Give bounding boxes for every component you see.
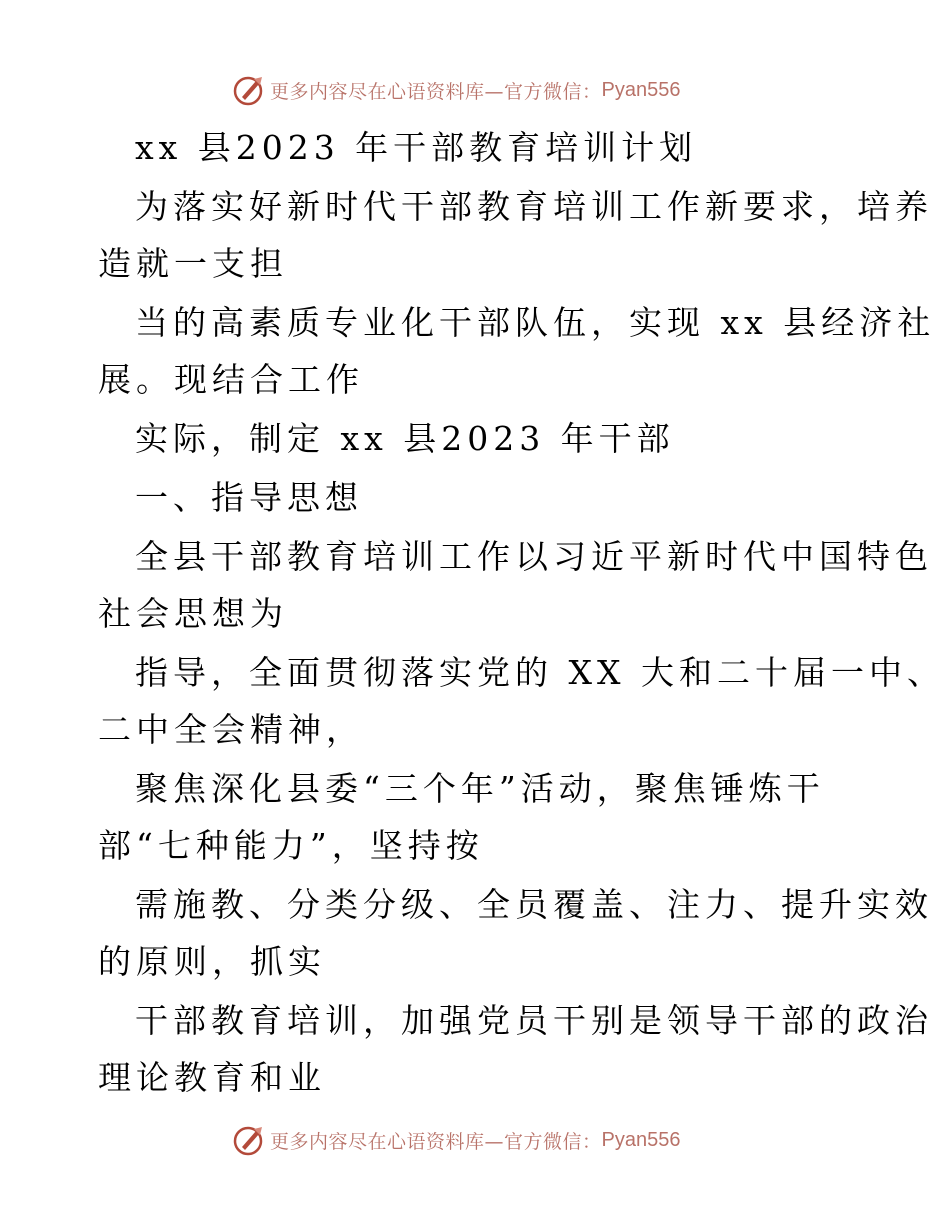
paragraph-line: 指导，全面贯彻落实党的 XX 大和二十届一中、 xyxy=(135,653,945,692)
paragraph-line: 的原则，抓实 xyxy=(98,942,326,981)
quill-logo-icon xyxy=(232,73,266,107)
paragraph-line: 实际，制定 xx 县2023 年干部 xyxy=(135,419,675,458)
paragraph-line: 展。现结合工作 xyxy=(98,360,364,399)
watermark-wechat-id: Pyan556 xyxy=(601,78,681,101)
paragraph-line: 聚焦深化县委“三个年”活动，聚焦锤炼干 xyxy=(135,769,825,808)
paragraph-line: 全县干部教育培训工作以习近平新时代中国特色 xyxy=(135,537,933,576)
quill-logo-icon xyxy=(232,1123,266,1157)
paragraph-line: 干部教育培训，加强党员干别是领导干部的政治 xyxy=(135,1001,933,1040)
watermark-text: 更多内容尽在心语资料库—官方微信： xyxy=(270,80,602,103)
header-watermark xyxy=(232,72,680,108)
paragraph-line: 需施教、分类分级、全员覆盖、注力、提升实效 xyxy=(135,885,933,924)
section-heading: 一、指导思想 xyxy=(135,478,363,517)
paragraph-line: 理论教育和业 xyxy=(98,1058,326,1097)
watermark-text: 更多内容尽在心语资料库—官方微信： xyxy=(270,1130,602,1153)
document-title: xx 县2023 年干部教育培训计划 xyxy=(135,128,698,167)
paragraph-line: 部“七种能力”，坚持按 xyxy=(98,826,484,865)
watermark-wechat-id: Pyan556 xyxy=(601,1128,681,1151)
paragraph-line: 社会思想为 xyxy=(98,594,288,633)
paragraph-line: 当的高素质专业化干部队伍，实现 xx 县经济社 xyxy=(135,303,936,342)
paragraph-line: 造就一支担 xyxy=(98,244,288,283)
footer-watermark xyxy=(232,1122,680,1158)
paragraph-line: 二中全会精神， xyxy=(98,710,364,749)
paragraph-line: 为落实好新时代干部教育培训工作新要求，培养 xyxy=(135,187,933,226)
